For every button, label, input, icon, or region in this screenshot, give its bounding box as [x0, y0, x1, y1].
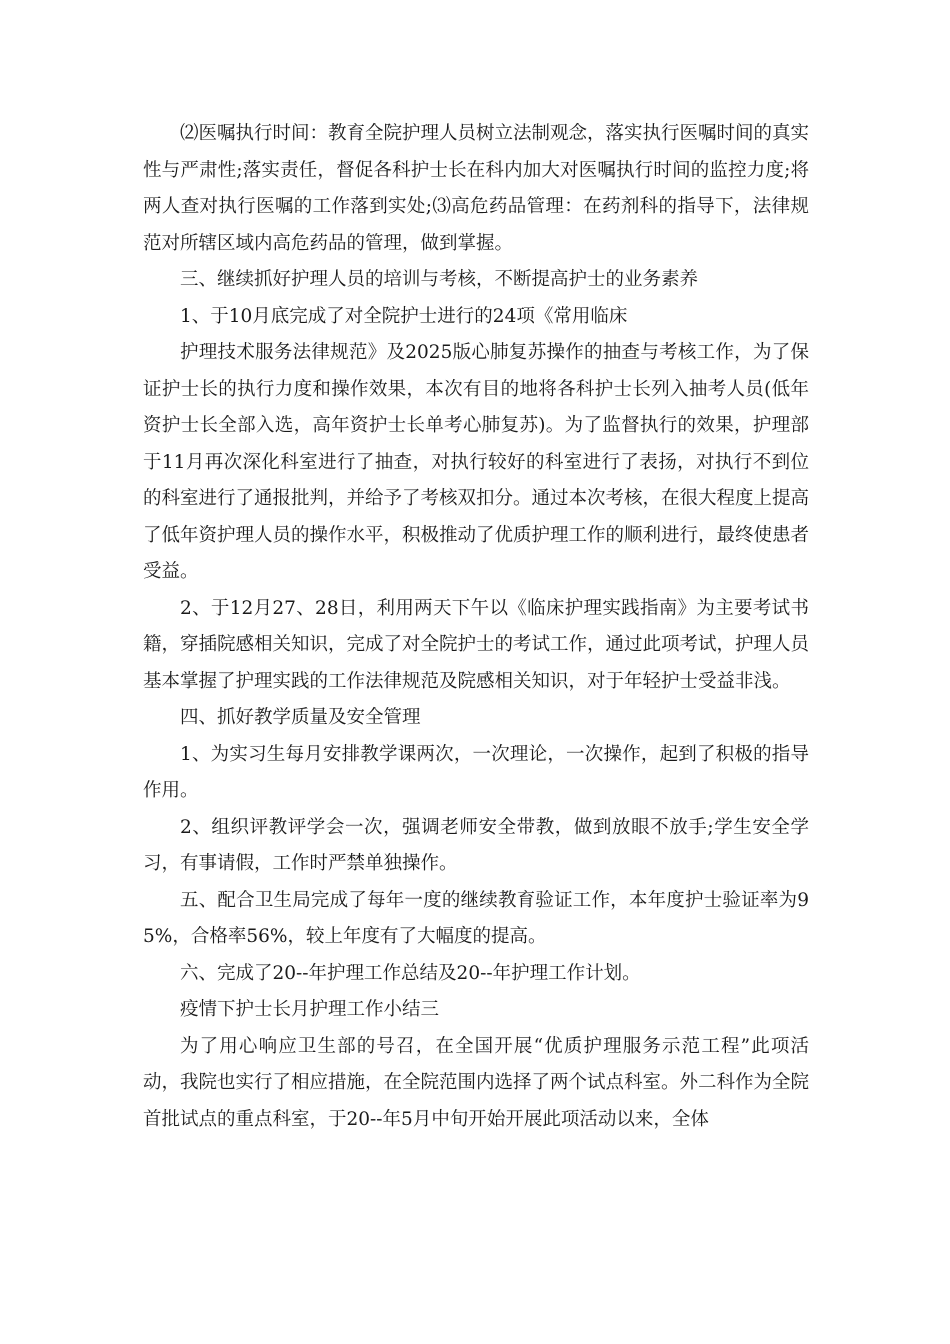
- paragraph-section-6: 六、完成了20--年护理工作总结及20--年护理工作计划。: [180, 962, 641, 984]
- heading-summary-3: 疫情下护士长月护理工作小结三: [180, 999, 440, 1020]
- paragraph-training-1-start: 1、于10月底完成了对全院护士进行的24项《常用临床: [180, 305, 628, 327]
- document-body: [143, 116, 809, 1138]
- paragraph-order-time: ⑵医嘱执行时间：教育全院护理人员树立法制观念，落实执行医嘱时间的真实性与严肃性;落实责任，督促各科护士长在科内加大对医嘱执行时间的监控力度;将两人查对执行医嘱的工作落到实处;⑶高危药品管理：在药剂科的指导下，法律规范对所辖区域内高危药品的管理，做到掌握。: [143, 123, 810, 254]
- heading-teaching: 四、抓好教学质量及安全管理: [180, 707, 421, 728]
- paragraph-training-2: 2、于12月27、28日，利用两天下午以《临床护理实践指南》为主要考试书籍，穿插院感相关知识，完成了对全院护士的考试工作，通过此项考试，护理人员基本掌握了护理实践的工作法律规范及院感相关知识，对于年轻护士受益非浅。: [143, 597, 810, 692]
- paragraph-training-1-body: 护理技术服务法律规范》及2025版心肺复苏操作的抽查与考核工作，为了保证护士长的执行力度和操作效果，本次有目的地将各科护士长列入抽考人员(低年资护士长全部入选，高年资护士长单考心肺复苏)。为了监督执行的效果，护理部于11月再次深化科室进行了抽查，对执行较好的科室进行了表扬，对执行不到位的科室进行了通报批判，并给予了考核双扣分。通过本次考核，在很大程度上提高了低年资护理人员的操作水平，积极推动了优质护理工作的顺利进行，最终使患者受益。: [143, 342, 810, 582]
- paragraph-teaching-2: 2、组织评教评学会一次，强调老师安全带教，做到放眼不放手;学生安全学习，有事请假，工作时严禁单独操作。: [143, 816, 809, 874]
- paragraph-summary-3-body: 为了用心响应卫生部的号召，在全国开展“优质护理服务示范工程”此项活动，我院也实行了相应措施，在全院范围内选择了两个试点科室。外二科作为全院首批试点的重点科室，于20--年5月中旬开始开展此项活动以来，全体: [143, 1035, 810, 1130]
- heading-training: 三、继续抓好护理人员的培训与考核，不断提高护士的业务素养: [180, 269, 699, 290]
- paragraph-section-5: 五、配合卫生局完成了每年一度的继续教育验证工作，本年度护士验证率为95%，合格率56%，较上年度有了大幅度的提高。: [143, 889, 809, 947]
- paragraph-teaching-1: 1、为实习生每月安排教学课两次，一次理论，一次操作，起到了积极的指导作用。: [143, 743, 809, 801]
